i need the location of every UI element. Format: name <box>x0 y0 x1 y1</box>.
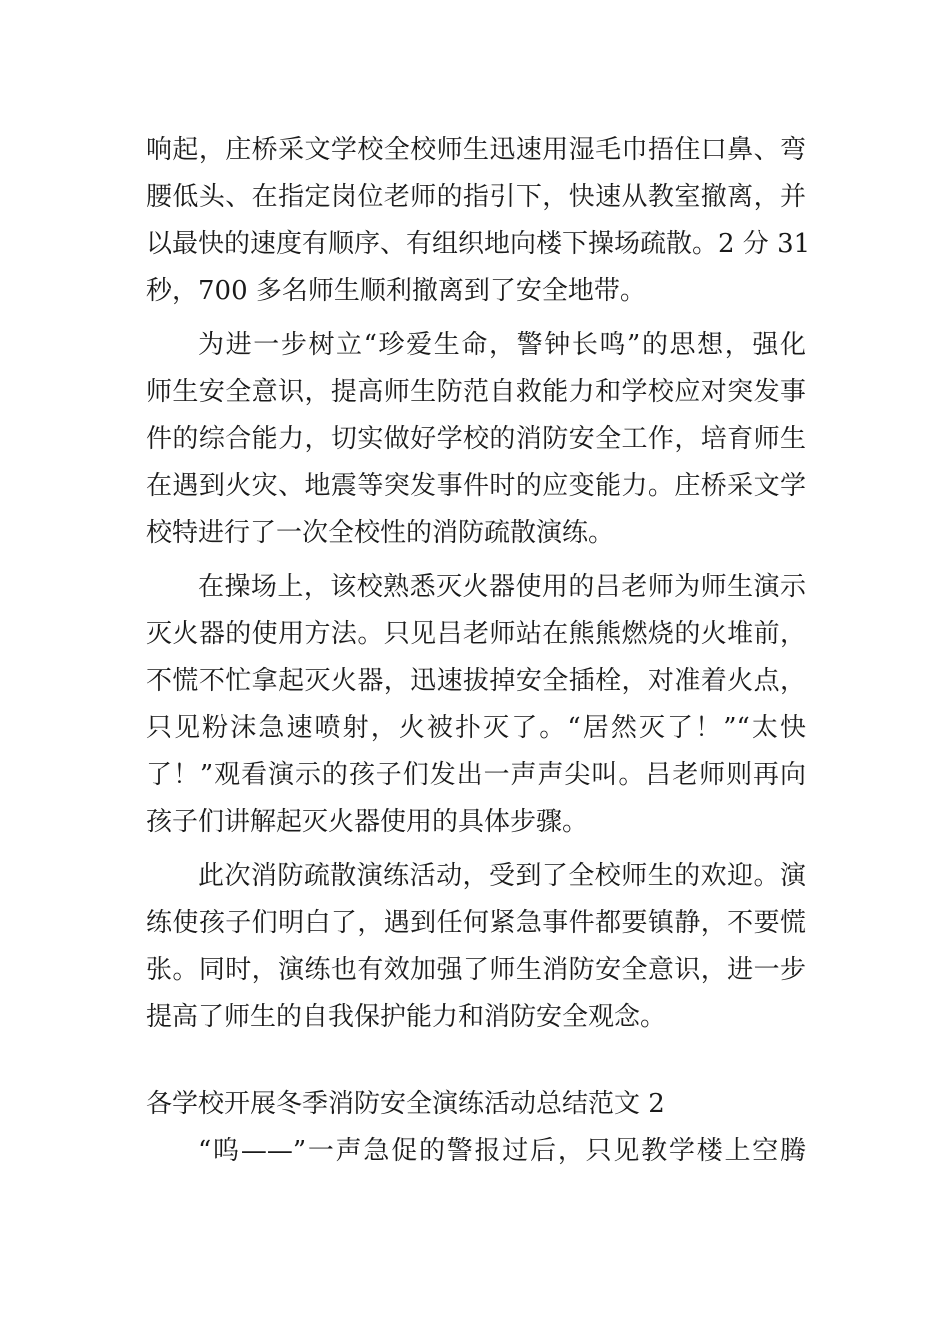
text-line: 提高了师生的自我保护能力和消防安全观念。 <box>146 1002 667 1032</box>
text-line: 此次消防疏散演练活动，受到了全校师生的欢迎。演 <box>198 861 806 891</box>
document-body <box>146 127 811 1175</box>
paragraph-gap <box>146 315 806 322</box>
text-line: 孩子们讲解起灭火器使用的具体步骤。 <box>146 807 589 837</box>
text-line: 校特进行了一次全校性的消防疏散演练。 <box>146 518 615 548</box>
text-line: 练使孩子们明白了，遇到任何紧急事件都要镇静，不要慌 <box>146 908 806 938</box>
text-line: 师生安全意识，提高师生防范自救能力和学校应对突发事 <box>146 377 806 407</box>
text-line: “呜——”一声急促的警报过后，只见教学楼上空腾 <box>198 1136 806 1166</box>
text-line: 灭火器的使用方法。只见吕老师站在熊熊燃烧的火堆前， <box>146 619 806 649</box>
paragraph-3 <box>146 564 806 846</box>
text-line: 在遇到火灾、地震等突发事件时的应变能力。庄桥采文学 <box>146 471 806 501</box>
text-line: 为进一步树立“珍爱生命，警钟长鸣”的思想，强化 <box>198 330 806 360</box>
text-line: 在操场上，该校熟悉灭火器使用的吕老师为师生演示 <box>198 572 806 602</box>
text-line: 了！”观看演示的孩子们发出一声声尖叫。吕老师则再向 <box>146 760 806 790</box>
paragraph-2 <box>146 322 806 557</box>
text-line: 腰低头、在指定岗位老师的指引下，快速从教室撤离，并 <box>146 182 806 212</box>
section-title: 各学校开展冬季消防安全演练活动总结范文 2 <box>146 1089 665 1119</box>
text-line: 张。同时，演练也有效加强了师生消防安全意识，进一步 <box>146 955 806 985</box>
paragraph-4 <box>146 853 806 1041</box>
paragraph-1 <box>146 127 811 315</box>
text-line: 只见粉沫急速喷射，火被扑灭了。“居然灭了！”“太快 <box>146 713 806 743</box>
section-gap <box>146 1041 806 1081</box>
paragraph-gap <box>146 846 806 853</box>
text-line: 以最快的速度有顺序、有组织地向楼下操场疏散。2 分 31 <box>146 229 811 259</box>
text-line: 件的综合能力，切实做好学校的消防安全工作，培育师生 <box>146 424 806 454</box>
text-line: 不慌不忙拿起灭火器，迅速拔掉安全插栓，对准着火点， <box>146 666 806 696</box>
text-line: 响起，庄桥采文学校全校师生迅速用湿毛巾捂住口鼻、弯 <box>146 135 806 165</box>
paragraph-gap <box>146 557 806 564</box>
text-line: 秒，700 多名师生顺利撤离到了安全地带。 <box>146 276 646 306</box>
